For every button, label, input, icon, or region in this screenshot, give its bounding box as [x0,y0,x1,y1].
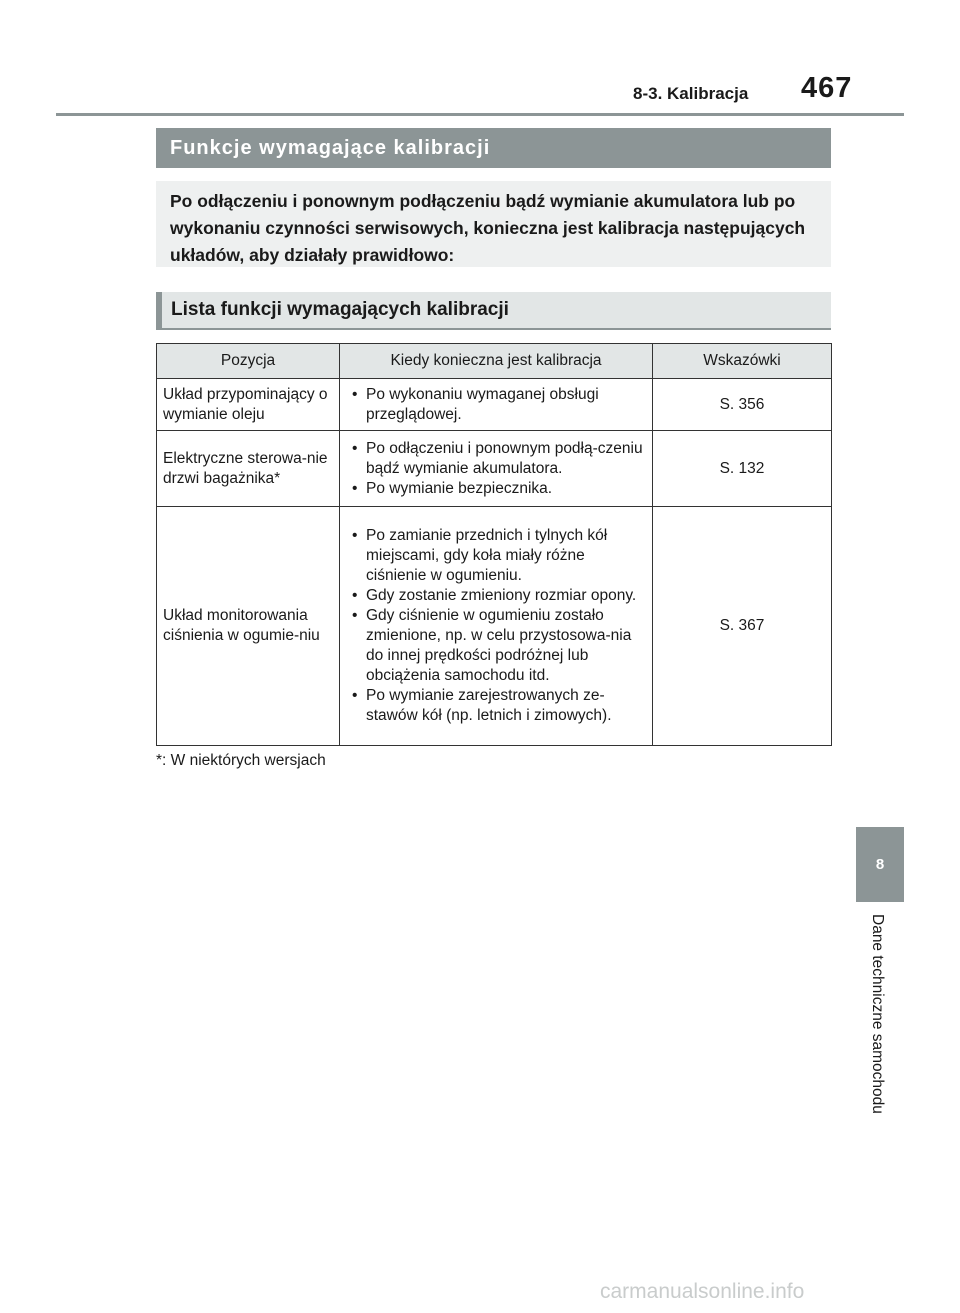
footnote: *: W niektórych wersjach [156,752,326,769]
bullet-list [346,385,646,425]
bullet-list [346,526,646,726]
list-item: • Gdy zostanie zmieniony rozmiar opony. [346,586,646,606]
table-row [157,507,832,746]
cell-reference: S. 132 [653,431,832,507]
table-row [157,379,832,431]
cell-when [340,379,653,431]
cell-reference: S. 367 [653,507,832,746]
section-title: 8-3. Kalibracja [633,84,749,103]
bullet-list [346,439,646,499]
column-header-when: Kiedy konieczna jest kalibracja [340,344,653,379]
list-item: • Gdy ciśnienie w ogumieniu zostało zmienione, np. w celu przystosowa-nia do innej prędkości podróżnej lub obciążenia samochodu itd. [346,606,646,686]
column-header-position: Pozycja [157,344,340,379]
table-row [157,431,832,507]
list-item: • Po wykonaniu wymaganej obsługi przeglądowej. [346,385,646,425]
cell-when [340,507,653,746]
list-item: • Po zamianie przednich i tylnych kół miejscami, gdy koła miały różne ciśnienie w ogumieniu. [346,526,646,586]
cell-position: Układ monitorowania ciśnienia w ogumie-niu [157,507,340,746]
watermark: carmanualsonline.info [600,1280,805,1303]
cell-when [340,431,653,507]
chapter-tab: 8 [856,827,904,902]
list-item: • Po wymianie bezpiecznika. [346,479,646,499]
calibration-table [156,343,832,746]
page-number: 467 [801,72,853,104]
header-divider [56,113,904,116]
cell-position: Układ przypominający o wymianie oleju [157,379,340,431]
section-banner: Funkcje wymagające kalibracji [156,128,831,168]
column-header-reference: Wskazówki [653,344,832,379]
intro-box: Po odłączeniu i ponownym podłączeniu bądź wymianie akumulatora lub po wykonaniu czynności serwisowych, konieczna jest kalibracja następujących układów, aby działały prawidłowo: [156,181,831,267]
subheading: Lista funkcji wymagających kalibracji [156,292,831,330]
table-header-row [157,344,832,379]
list-item: • Po odłączeniu i ponownym podłą-czeniu bądź wymianie akumulatora. [346,439,646,479]
chapter-label: Dane techniczne samochodu [869,914,886,1114]
list-item: • Po wymianie zarejestrowanych ze-stawów kół (np. letnich i zimowych). [346,686,646,726]
cell-position: Elektryczne sterowa-nie drzwi bagażnika* [157,431,340,507]
cell-reference: S. 356 [653,379,832,431]
